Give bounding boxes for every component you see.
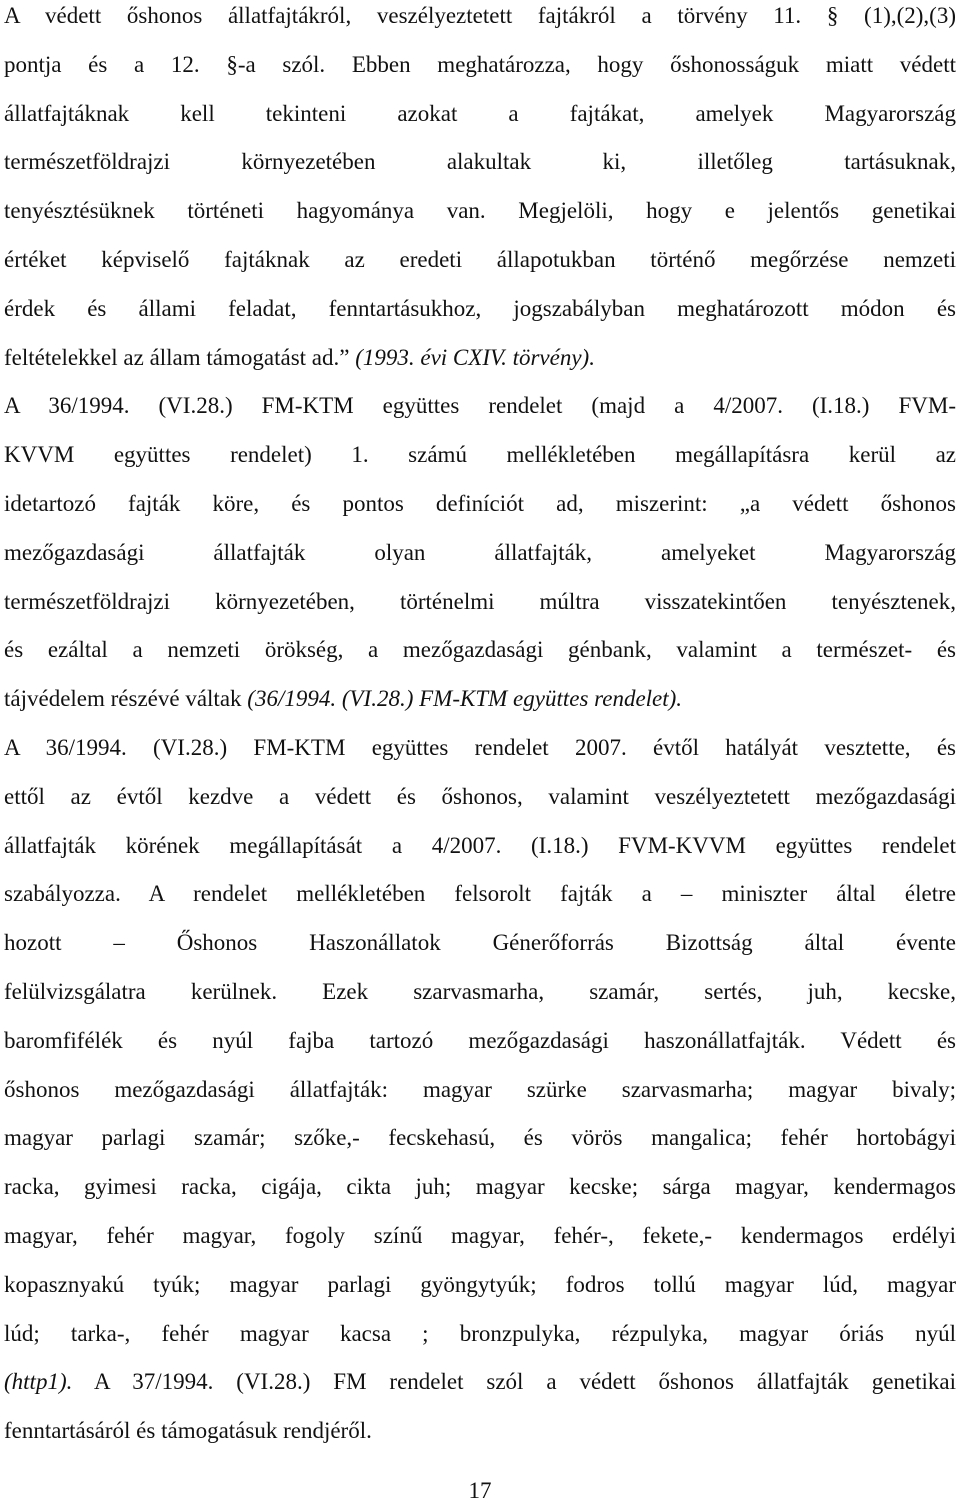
text-line: állatfajták körének megállapítását a 4/2007. (I.18.) FVM-KVVM együttes rendelet [4,832,956,858]
text-line: és ezáltal a nemzeti örökség, a mezőgazdasági génbank, valamint a természet- és [4,637,956,663]
page-number: 17 [468,1478,492,1503]
text-line: idetartozó fajták köre, és pontos definíciót ad, miszerint: „a védett őshonos [4,490,956,516]
text-line: A védett őshonos állatfajtákról, veszélyeztetett fajtákról a törvény 11. § (1),(2),(3) [4,3,956,28]
text-line: állatfajtáknak kell tekinteni azokat a fajtákat, amelyek Magyarország [4,100,956,126]
text-line: A 36/1994. (VI.28.) FM-KTM együttes rendelet 2007. évtől hatályát vesztette, és [4,734,956,760]
body-text [4,0,956,1456]
text-line: tájvédelem részévé váltak (36/1994. (VI.28.) FM-KTM együttes rendelet). [4,686,683,712]
text-line: lúd; tarka-, fehér magyar kacsa ; bronzpulyka, rézpulyka, magyar óriás nyúl [4,1320,956,1346]
text-line: felülvizsgálatra kerülnek. Ezek szarvasmarha, szamár, sertés, juh, kecske, [4,978,956,1004]
text-line: racka, gyimesi racka, cigája, cikta juh; magyar kecske; sárga magyar, kendermagos [4,1174,956,1200]
text-line: érdek és állami feladat, fenntartásukhoz, jogszabályban meghatározott módon és [4,295,956,321]
text-line: KVVM együttes rendelet) 1. számú mellékletében megállapításra kerül az [4,442,956,468]
text-line: mezőgazdasági állatfajták olyan állatfajták, amelyeket Magyarország [4,539,956,565]
text-line: hozott – Őshonos Haszonállatok Génerőforrás Bizottság által évente [4,930,956,956]
text-line: értéket képviselő fajtáknak az eredeti állapotukban történő megőrzése nemzeti [4,246,956,272]
text-line: baromfifélék és nyúl fajba tartozó mezőgazdasági haszonállatfajták. Védett és [4,1027,956,1053]
text-line: (http1). A 37/1994. (VI.28.) FM rendelet szól a védett őshonos állatfajták genetikai [4,1369,956,1395]
text-line: A 36/1994. (VI.28.) FM-KTM együttes rendelet (majd a 4/2007. (I.18.) FVM- [4,393,956,419]
text-line: kopasznyakú tyúk; magyar parlagi gyöngytyúk; fodros tollú magyar lúd, magyar [4,1271,956,1297]
text-line: magyar, fehér magyar, fogoly színű magyar, fehér-, fekete,- kendermagos erdélyi [4,1222,956,1248]
citation-law-1993: (1993. évi CXIV. törvény). [355,344,595,370]
text-line: őshonos mezőgazdasági állatfajták: magyar szürke szarvasmarha; magyar bivaly; [4,1076,956,1102]
text-line: fenntartásáról és támogatásuk rendjéről. [4,1418,372,1444]
text-line: szabályozza. A rendelet mellékletében felsorolt fajták a – miniszter által életre [4,881,956,907]
text-line: feltételekkel az állam támogatást ad.” (1993. évi CXIV. törvény). [4,344,595,370]
citation-http1: (http1). [4,1369,73,1395]
text-line: természetföldrajzi környezetében alakultak ki, illetőleg tartásuknak, [4,149,956,175]
text-line: pontja és a 12. §-a szól. Ebben meghatározza, hogy őshonosságuk miatt védett [4,51,956,77]
text-line: tenyésztésüknek történeti hagyománya van. Megjelöli, hogy e jelentős genetikai [4,198,956,224]
text-line: magyar parlagi szamár; szőke,- fecskehasú, és vörös mangalica; fehér hortobágyi [4,1125,956,1151]
citation-decree-1994: (36/1994. (VI.28.) FM-KTM együttes rendelet). [247,686,683,712]
text-line: természetföldrajzi környezetében, történelmi múltra visszatekintően tenyésztenek, [4,588,956,614]
text-line: ettől az évtől kezdve a védett és őshonos, valamint veszélyeztetett mezőgazdasági [4,783,956,809]
